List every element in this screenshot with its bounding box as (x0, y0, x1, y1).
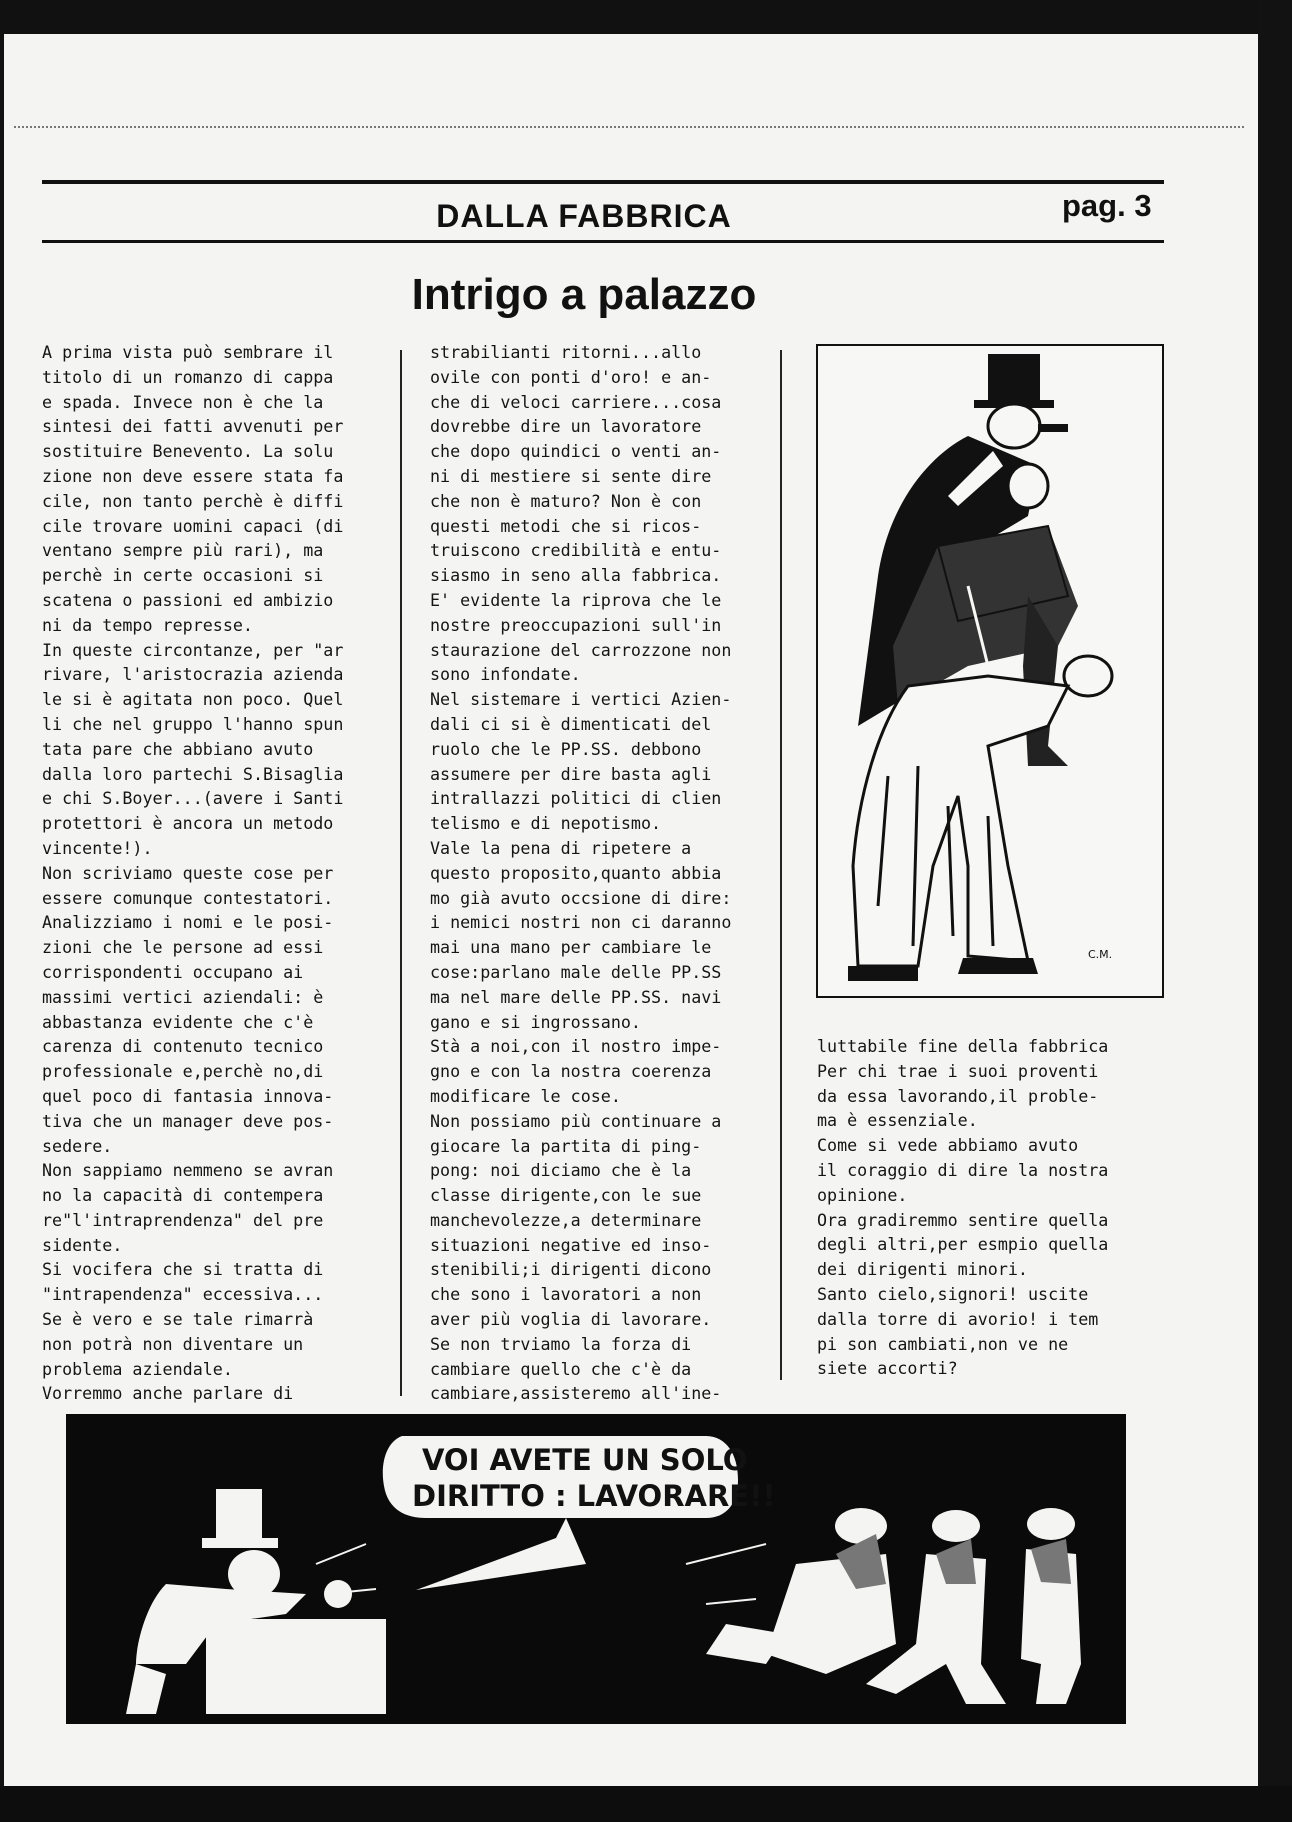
speech-text-line1: VOI AVETE UN SOLO (422, 1443, 748, 1477)
cartoon-drawing (66, 1414, 1126, 1724)
newspaper-page (4, 34, 1258, 1786)
column-divider-2 (780, 350, 782, 1380)
speech-text-line2: DIRITTO : LAVORARE!! (412, 1479, 776, 1513)
header-top-rule (42, 180, 1164, 184)
article-headline: Intrigo a palazzo (411, 270, 757, 319)
header-bottom-rule (42, 240, 1164, 243)
section-title: DALLA FABBRICA (436, 198, 732, 234)
bottom-cartoon (66, 1414, 1126, 1724)
article-column-3: luttabile fine della fabbrica Per chi trae i suoi proventi da essa lavorando,il proble- ma è essenziale. Come si vede abbiamo avuto il coraggio di dire la nostra opinione. Ora gradiremmo sentire quella degli altri,per esmpio quella dei dirigenti minori. Santo cielo,signori! uscite dalla torre di avorio! i tem pi son cambiati,non ve ne siete accorti? (817, 1036, 1109, 1379)
column-divider-1 (400, 350, 402, 1396)
page-number: pag. 3 (1062, 188, 1152, 223)
scan-border-right (1258, 0, 1292, 1822)
caricature-illustration (816, 344, 1164, 998)
article-column-2: strabilianti ritorni...allo ovile con ponti d'oro! e an- che di veloci carriere...cosa dovrebbe dire un lavoratore che dopo quindici o venti an- ni di mestiere si sente dire che non è maturo? Non è con questi metodi che si ricos- truiscono credibilità e entu- siasmo in seno alla fabbrica. E' evidente la riprova che le nostre preoccupazioni sull'in staurazione del carrozzone non sono infondate. Nel sistemare i vertici Azien- dali ci si è dimenticati del ruolo che le PP.SS. debbono assumere per dire basta agli intrallazzi politici di clien telismo e di nepotismo. Vale la pena di ripetere a questo proposito,quanto abbia mo già avuto occsione di dire: i nemici nostri non ci daranno mai una mano per cambiare le cose:parlano male delle PP.SS ma nel mare delle PP.SS. navi gano e si ingrossano. Stà a noi,con il nostro impe- gno e con la nostra coerenza modificare le cose. Non possiamo più continuare a giocare la partita di ping- pong: noi diciamo che è la classe dirigente,con le sue manchevolezze,a determinare situazioni negative ed inso- stenibili;i dirigenti dicono che sono i lavoratori a non aver più voglia di lavorare. Se non trviamo la forza di cambiare quello che c'è da cambiare,assisteremo all'ine- (430, 342, 732, 1404)
scan-border-bottom (0, 1786, 1292, 1822)
caricature-drawing (818, 346, 1162, 996)
artist-signature: C.M. (1088, 948, 1113, 961)
article-column-1: A prima vista può sembrare il titolo di un romanzo di cappa e spada. Invece non è che la sintesi dei fatti avvenuti per sostituire Benevento. La solu zione non deve essere stata fa cile, non tanto perchè è diffi cile trovare uomini capaci (di ventano sempre più rari), ma perchè in certe occasioni si scatena o passioni ed ambizio ni da tempo represse. In queste circontanze, per "ar rivare, l'aristocrazia azienda le si è agitata non poco. Quel li che nel gruppo l'hanno spun tata pare che abbiano avuto dalla loro partechi S.Bisaglia e chi S.Boyer...(avere i Santi protettori è ancora un metodo vincente!). Non scriviamo queste cose per essere comunque contestatori. Analizziamo i nomi e le posi- zioni che le persone ad essi corrispondenti occupano ai massimi vertici aziendali: è abbastanza evidente che c'è carenza di contenuto tecnico professionale e,perchè no,di quel poco di fantasia innova- tiva che un manager deve pos- sedere. Non sappiamo nemmeno se avran no la capacità di contempera re"l'intraprendenza" del pre sidente. Si vocifera che si tratta di "intrapendenza" eccessiva... Se è vero e se tale rimarrà non potrà non diventare un problema aziendale. Vorremmo anche parlare di (42, 342, 344, 1404)
page-top-dotted-edge (14, 126, 1244, 128)
